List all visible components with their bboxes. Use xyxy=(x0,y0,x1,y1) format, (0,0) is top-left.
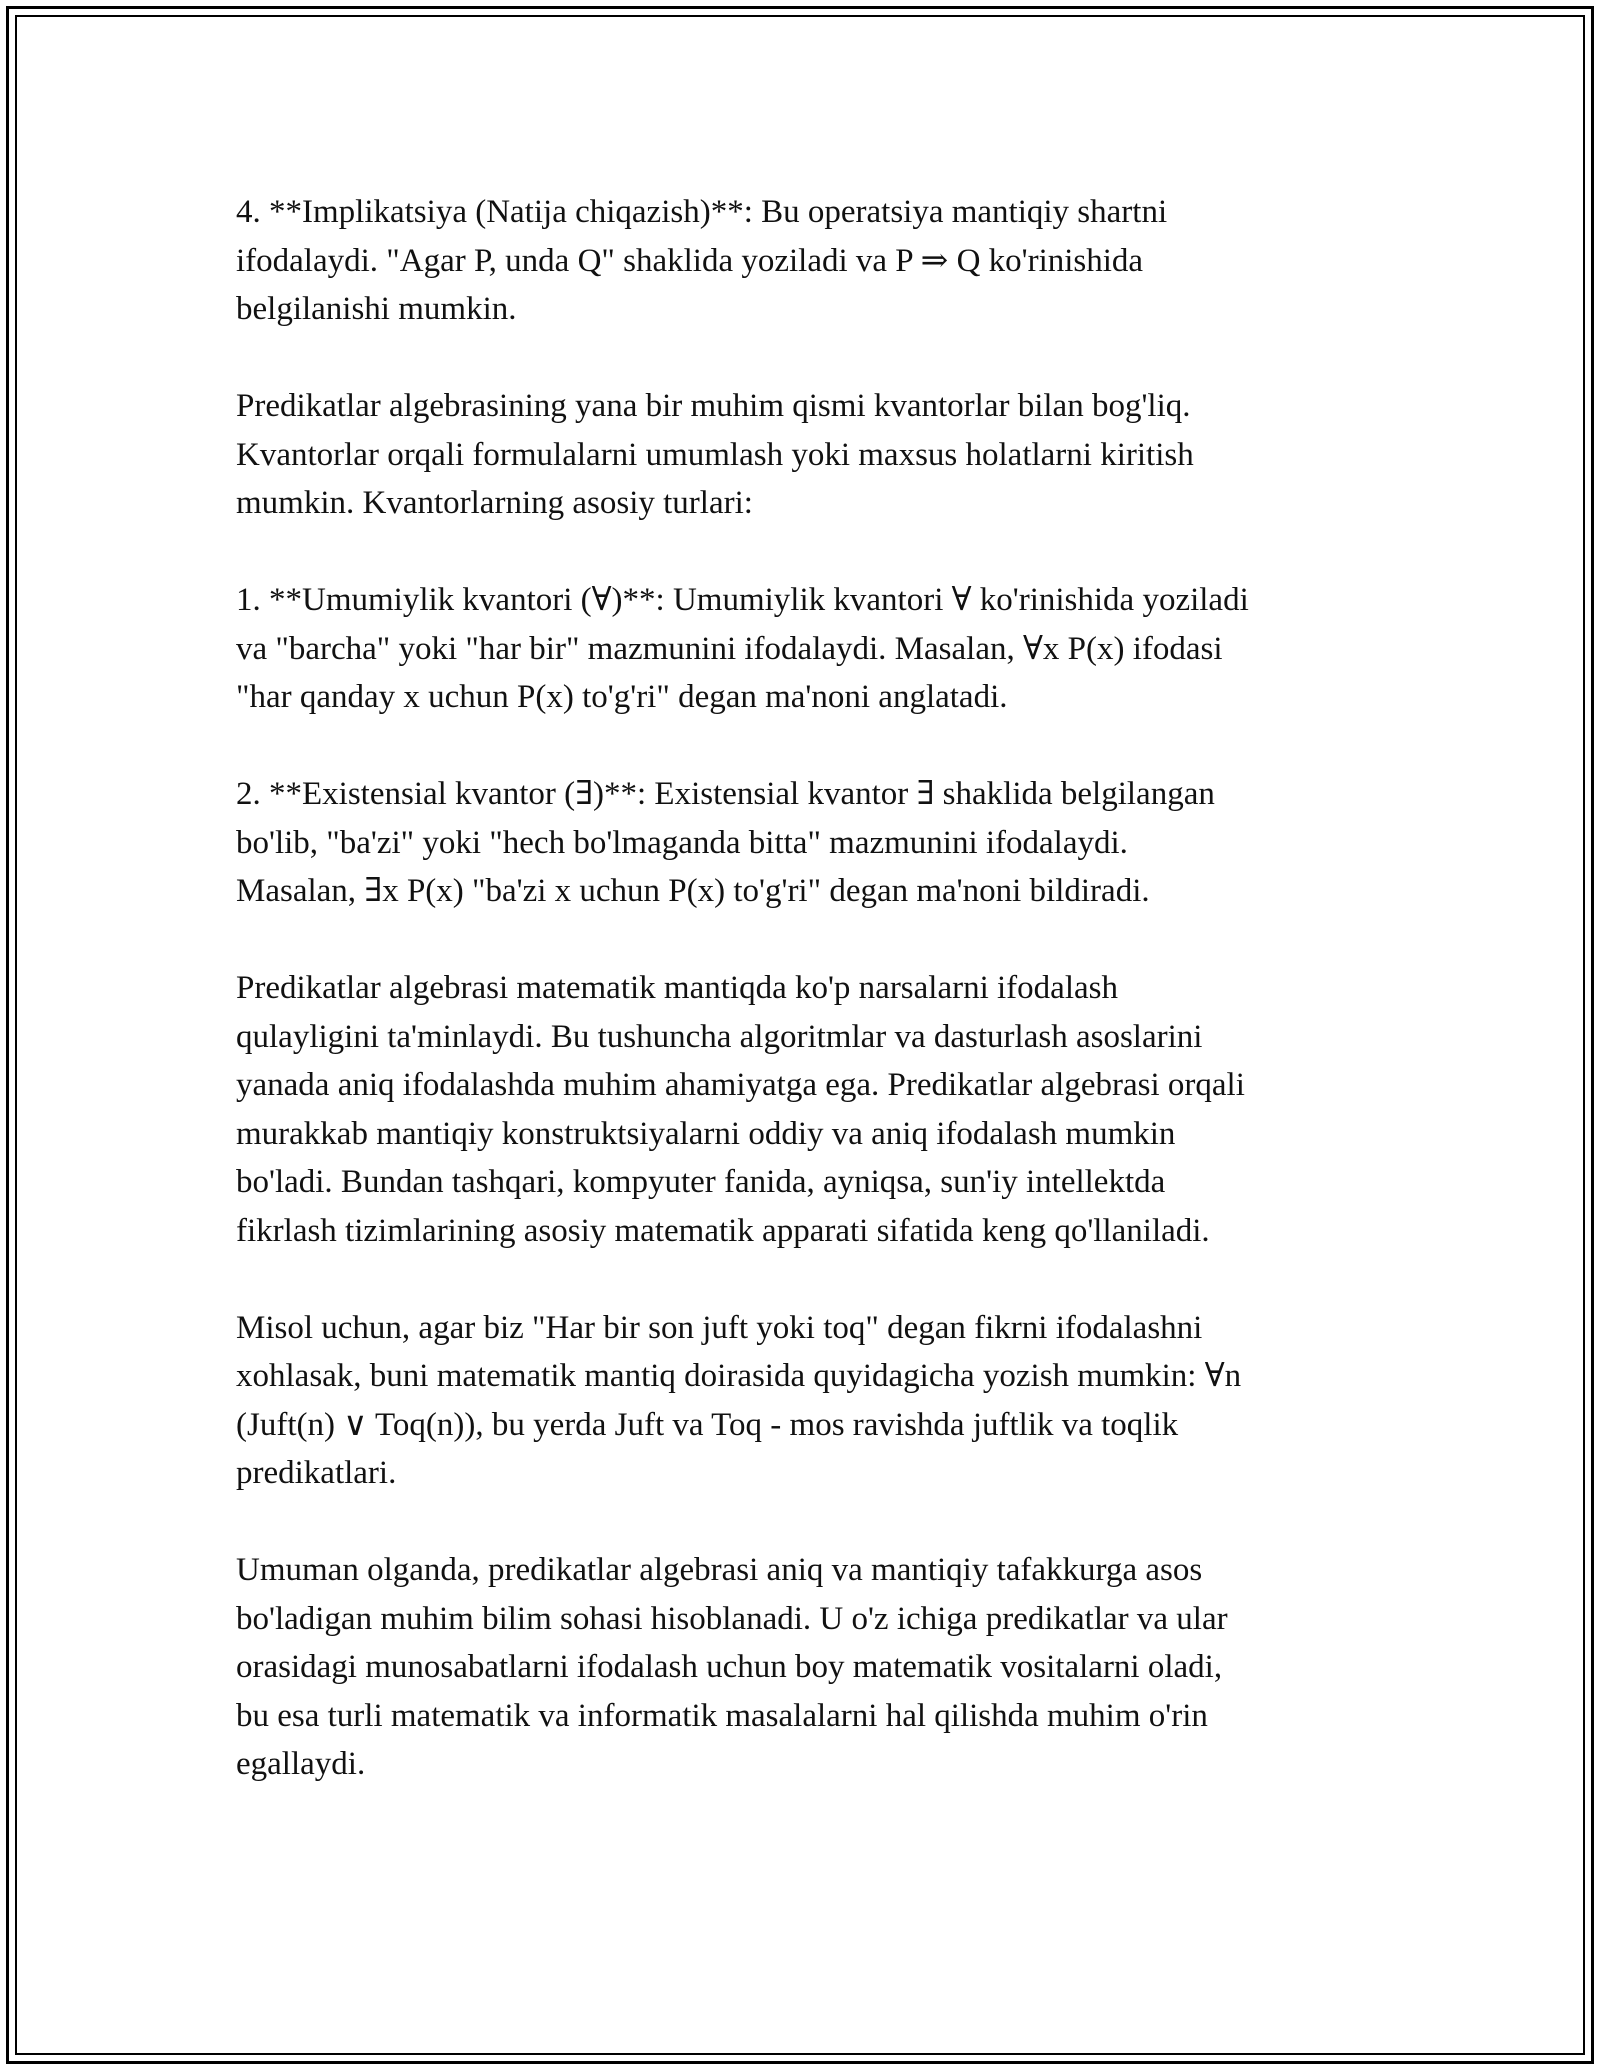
paragraph-conclusion: Umuman olganda, predikatlar algebrasi aniq va mantiqiy tafakkurga asos bo'ladigan muhim bilim sohasi hisoblanadi. U o'z ichiga predikatlar va ular orasidagi munosabatlarni ifodalash uchun boy matematik vositalarni oladi, bu esa turli matematik va informatik masalalarni hal qilishda muhim o'rin egallaydi. xyxy=(236,1552,1228,1782)
paragraph-example: Misol uchun, agar biz "Har bir son juft yoki toq" degan fikrni ifodalashni xohlasak, buni matematik mantiq doirasida quyidagicha yozish mumkin: ∀n (Juft(n) ∨ Toq(n)), bu yerda Juft va Toq - mos ravishda juftlik va toqlik predikatlari. xyxy=(236,1309,1242,1491)
paragraph-existential-quantifier: 2. **Existensial kvantor (∃)**: Existensial kvantor ∃ shaklida belgilangan bo'lib, "ba'zi" yoki "hech bo'lmaganda bitta" mazmunini ifodalaydi. Masalan, ∃x P(x) "ba'zi x uchun P(x) to'g'ri" degan ma'noni bildiradi. xyxy=(236,776,1215,909)
paragraph-implication: 4. **Implikatsiya (Natija chiqazish)**: Bu operatsiya mantiqiy shartni ifodalaydi. "Agar P, unda Q" shaklida yoziladi va P ⇒ Q ko'rinishida belgilanishi mumkin. xyxy=(236,194,1168,327)
document-body xyxy=(236,188,1386,1789)
paragraph-predicate-algebra-use: Predikatlar algebrasi matematik mantiqda ko'p narsalarni ifodalash qulayligini ta'minlaydi. Bu tushuncha algoritmlar va dasturlash asoslarini yanada aniq ifodalashda muhim ahamiyatga ega. Predikatlar algebrasi orqali murakkab mantiqiy konstruktsiyalarni oddiy va aniq ifodalash mumkin bo'ladi. Bundan tashqari, kompyuter fanida, ayniqsa, sun'iy intellektda fikrlash tizimlarining asosiy matematik apparati sifatida keng qo'llaniladi. xyxy=(236,970,1245,1249)
paragraph-universal-quantifier: 1. **Umumiylik kvantori (∀)**: Umumiylik kvantori ∀ ko'rinishida yoziladi va "barcha" yoki "har bir" mazmunini ifodalaydi. Masalan, ∀x P(x) ifodasi "har qanday x uchun P(x) to'g'ri" degan ma'noni anglatadi. xyxy=(236,582,1249,715)
paragraph-quantifiers-intro: Predikatlar algebrasining yana bir muhim qismi kvantorlar bilan bog'liq. Kvantorlar orqali formulalarni umumlash yoki maxsus holatlarni kiritish mumkin. Kvantorlarning asosiy turlari: xyxy=(236,388,1194,521)
